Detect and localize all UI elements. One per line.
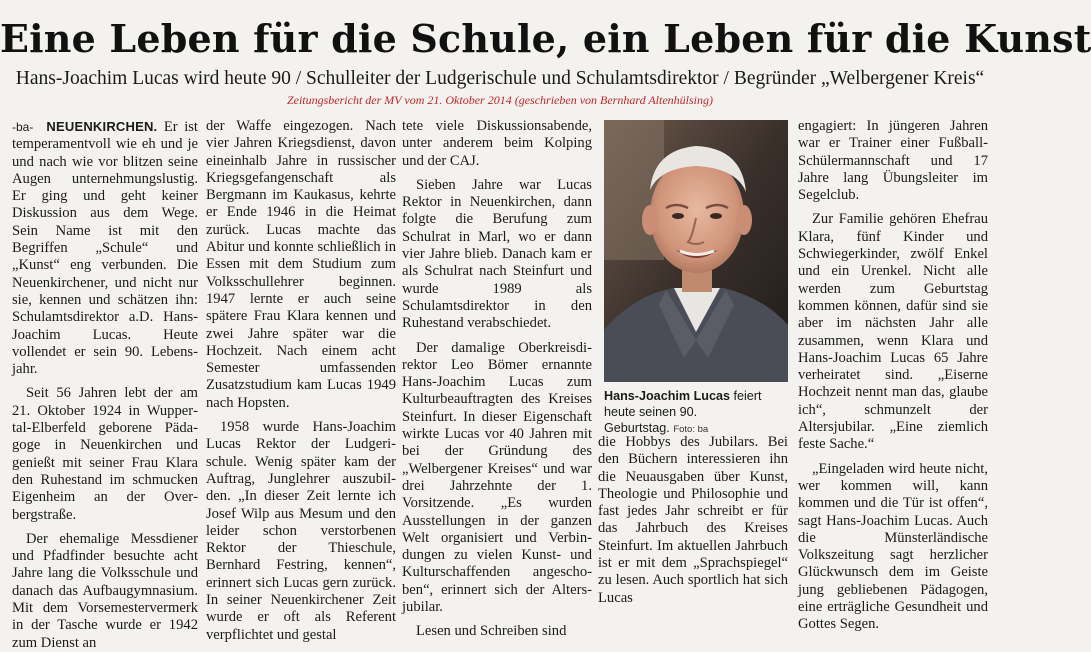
article-column-2 (206, 118, 396, 644)
article-paragraph: „Eingeladen wird heute nicht, wer kommen will, kann kommen und die Tür ist offen“, sagt Hans-Joachim Lucas. Auch die Münsterländische Volkszeitung sagt herzlicher Glückwunsch dem im Geiste jung gebliebenen Pädagogen, eine erträgliche Gesundheit und Gottes Segen. (798, 460, 988, 633)
portrait-illustration (604, 120, 788, 382)
article-column-5 (798, 118, 988, 634)
article-paragraph: Sieben Jahre war Lucas Rektor in Neuenkirchen, dann folgte die Berufung zum Schulrat in Marl, wo er dann vier Jahre blieb. Danach kam er als Schulrat nach Steinfurt und wurde 1989 als Schulamtsdirektor in den Ruhestand verabschiedet. (402, 176, 592, 332)
dateline: NEUENKIRCHEN. (46, 119, 158, 134)
article-paragraph: die Hobbys des Jubilars. Bei den Büchern interessieren ihn die Neuausgaben über Kunst, Theologie und Philosophie und fast jedes Jahr schreibt er für das Jahrbuch des Kreises Steinfurt. Im aktuellen Jahrbuch ist er mit dem „Sprachspiegel“ zu lesen. Auch sportlich hat sich Lucas (598, 434, 788, 606)
article-paragraph: Seit 56 Jahren lebt der am 21. Oktober 1924 in Wuppertal-Elberfeld geborene Pädagoge in Neuenkirchen und genießt mit seiner Frau Klara den Ruhestand im schmucken Eigenheim an der Overbergstraße. (12, 385, 198, 523)
article-column-3 (402, 118, 592, 641)
article-paragraph: Der ehemalige Messdiener und Pfadfinder besuchte acht Jahre lang die Volksschule und danach das Aufbaugymnasium. Mit dem Vorsemestervermerk in der Tasche wurde er 1942 zum Dienst an (12, 530, 198, 651)
source-note: Zeitungsbericht der MV vom 21. Oktober 2014 (geschrieben von Bernhard Altenhülsing) (286, 93, 714, 107)
author-tag: -ba- (12, 120, 34, 134)
article-paragraph: Zur Familie gehören Ehefrau Klara, fünf Kinder und Schwiegerkinder, zwölf Enkel und ein Urenkel. Nicht alle werden zum Geburtstag kommen können, dafür sind sie aber im nächsten Jahr alle zusammen, wenn Klara und Hans-Joachim Lucas 65 Jahre verheiratet sind. „Eiserne Hochzeit nennt man das, glaube ich“, schmunzelt der Altersjubilar. „Eine ziemlich feste Sache.“ (798, 211, 988, 453)
paragraph-text: Er ist temperamentvoll wie eh und je und nach wie vor blitzen seine Augen unternehmungslustig. Er ging und geht keiner Diskussion aus dem Wege. Sein Name ist mit den Begriffen „Schule“ und „Kunst“ eng verbunden. Die Neuenkirchener, und nicht nur sie, kennen und schätzen ihn: Schulamtsdirektor a.D. Hans-Joachim Lucas. Heute vollendet er sein 90. Lebensjahr. (12, 119, 198, 378)
article-paragraph (12, 118, 198, 378)
article-paragraph: tete viele Diskussionsabende, unter anderem beim Kolping und der CAJ. (402, 118, 592, 169)
article-paragraph: der Waffe eingezogen. Nach vier Jahren Kriegsdienst, davon eineinhalb Jahre in russischer Kriegsgefangenschaft als Bergmann im Kaukasus, kehrte er Ende 1946 in die Heimat zurück. Lucas machte das Abitur und konnte schließlich in Essen mit dem Studium zum Volksschullehrer beginnen. 1947 lernte er auch seine spätere Frau Klara kennen und zwei Jahre später war die Hochzeit. Nach einem acht Semester umfassenden Zusatzstudium kam Lucas 1949 nach Hopsten. (206, 118, 396, 411)
portrait-photo (604, 120, 788, 382)
article-paragraph: Lesen und Schreiben sind (416, 623, 567, 640)
subheadline: Hans-Joachim Lucas wird heute 90 / Schulleiter der Ludgerischule und Schulamtsdirektor / Begründer „Welbergener Kreis“ (15, 68, 985, 89)
article-column-1 (12, 118, 198, 652)
article-column-4 (598, 434, 788, 607)
article-paragraph: 1958 wurde Hans-Joachim Lucas Rektor der Ludgerischule. Wenig später kam der Auftrag, Junglehrer auszubilden. „In dieser Zeit lernte ich Josef Wilp aus Mesum und den leider schon verstorbenen Rektor der Thieschule, Bernhard Festring, kennen“, erinnert sich Lucas gern zurück. In seiner Neuenkirchener Zeit wurde er oft als Referent verpflichtet und gestal (206, 419, 396, 643)
article-paragraph: Der damalige Oberkreisdirektor Leo Bömer ernannte Hans-Joachim Lucas zum Kulturbeauftragten des Kreises Steinfurt. In dieser Eigenschaft wirkte Lucas vor 40 Jahren mit bei der Gründung des „Welbergener Kreises“ und war drei Jahrzehnte der 1. Vorsitzende. „Es wurden Ausstellungen in der ganzen Welt organisiert und Verbindungen zu vielen Kunst- und Kulturschaffenden angeschoben“, erinnert sich der Altersjubilar. (402, 339, 592, 616)
photo-credit: Foto: ba (673, 424, 709, 435)
caption-name: Hans-Joachim Lucas (604, 389, 730, 403)
headline: Eine Leben für die Schule, ein Leben für die Kunst (0, 16, 1091, 61)
photo-caption (604, 388, 790, 438)
caption-text: feiert heute seinen 90. Geburtstag. (604, 389, 762, 435)
article-paragraph: engagiert: In jüngeren Jahren war er Trainer einer Fußball-Schülermannschaft und 17 Jahre lang Übungsleiter im Segelclub. (798, 118, 988, 204)
